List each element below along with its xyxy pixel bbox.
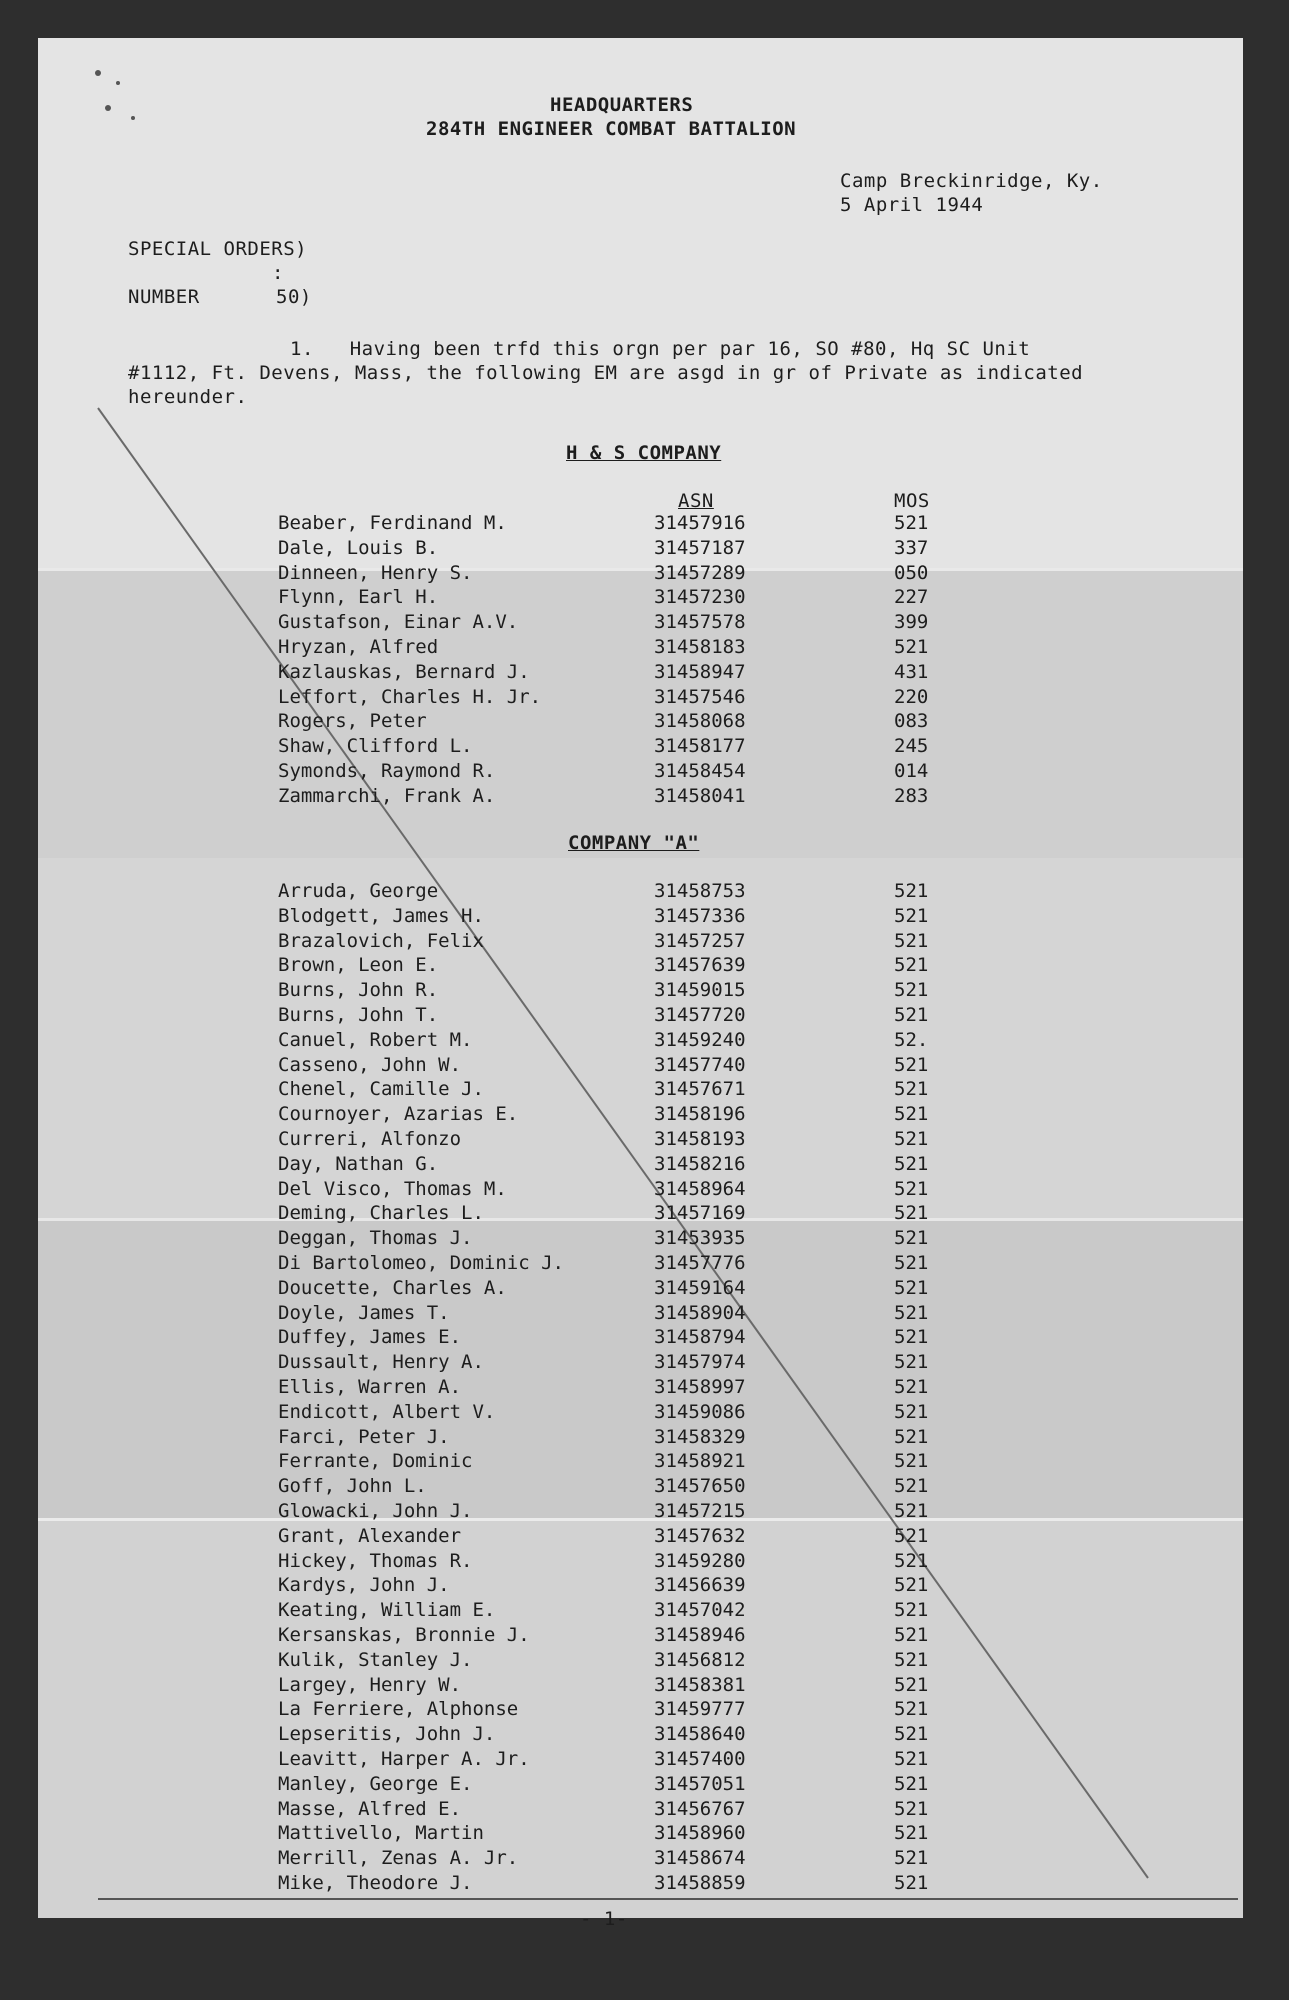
soldier-mos: 521 [894, 512, 929, 534]
soldier-mos: 521 [894, 1276, 929, 1299]
soldier-asn: 31458041 [654, 784, 746, 807]
soldier-mos: 521 [894, 636, 929, 658]
soldier-asn: 31457776 [654, 1252, 746, 1274]
roster-row [38, 1624, 1243, 1649]
soldier-asn: 31457336 [654, 904, 746, 927]
soldier-asn: 31457578 [654, 611, 746, 634]
roster-row [38, 562, 1243, 587]
soldier-asn: 31457042 [654, 1599, 746, 1622]
soldier-name: Brown, Leon E. [278, 954, 439, 977]
soldier-asn: 31459280 [654, 1549, 746, 1572]
roster-row [38, 1872, 1243, 1897]
roster-row [38, 1822, 1243, 1847]
soldier-mos: 245 [894, 735, 929, 758]
soldier-asn: 31457671 [654, 1078, 746, 1101]
soldier-mos: 521 [894, 1425, 929, 1448]
soldier-asn: 31458193 [654, 1128, 746, 1150]
soldier-mos: 521 [894, 1078, 929, 1101]
soldier-asn: 31453935 [654, 1227, 746, 1250]
roster-row [38, 586, 1243, 611]
soldier-asn: 31456812 [654, 1648, 746, 1671]
soldier-asn: 31457215 [654, 1500, 746, 1522]
paragraph-line-3: hereunder. [128, 386, 248, 408]
soldier-name: Merrill, Zenas A. Jr. [278, 1847, 519, 1870]
soldier-asn: 31458068 [654, 710, 746, 733]
roster-row [38, 1723, 1243, 1748]
soldier-name: La Ferriere, Alphonse [278, 1698, 519, 1721]
soldier-asn: 31458753 [654, 880, 746, 902]
roster-row [38, 1326, 1243, 1351]
soldier-asn: 31458329 [654, 1425, 746, 1448]
soldier-name: Doyle, James T. [278, 1301, 450, 1324]
headquarters-title: HEADQUARTERS [550, 94, 694, 116]
roster-row [38, 979, 1243, 1004]
roster-row [38, 1550, 1243, 1575]
soldier-name: Kardys, John J. [278, 1574, 450, 1597]
soldier-mos: 227 [894, 586, 929, 609]
soldier-mos: 521 [894, 1177, 929, 1200]
roster-row [38, 1054, 1243, 1079]
roster-row [38, 1202, 1243, 1227]
soldier-name: Flynn, Earl H. [278, 586, 439, 609]
soldier-mos: 521 [894, 880, 929, 902]
roster-row [38, 1401, 1243, 1426]
special-orders-label: SPECIAL ORDERS) [128, 238, 308, 260]
soldier-name: Rogers, Peter [278, 710, 427, 733]
ink-smudge [78, 58, 158, 128]
roster-row [38, 1698, 1243, 1723]
roster-row [38, 512, 1243, 537]
soldier-mos: 521 [894, 1227, 929, 1250]
soldier-name: Hryzan, Alfred [278, 636, 439, 658]
soldier-name: Mattivello, Martin [278, 1822, 484, 1845]
soldier-mos: 521 [894, 1326, 929, 1349]
soldier-asn: 31458904 [654, 1301, 746, 1324]
soldier-mos: 521 [894, 1673, 929, 1696]
roster-row [38, 1004, 1243, 1029]
hs-company-title: H & S COMPANY [566, 442, 722, 464]
soldier-name: Lepseritis, John J. [278, 1723, 496, 1746]
soldier-asn: 31457230 [654, 586, 746, 609]
soldier-name: Canuel, Robert M. [278, 1028, 473, 1051]
roster-row [38, 760, 1243, 785]
soldier-asn: 31456639 [654, 1574, 746, 1597]
soldier-asn: 31458454 [654, 760, 746, 782]
battalion-title: 284TH ENGINEER COMBAT BATTALION [426, 118, 797, 140]
soldier-name: Brazalovich, Felix [278, 929, 484, 952]
roster-row [38, 1748, 1243, 1773]
soldier-mos: 521 [894, 1822, 929, 1845]
soldier-asn: 31457187 [654, 536, 746, 559]
soldier-mos: 521 [894, 1351, 929, 1374]
soldier-asn: 31457916 [654, 512, 746, 534]
roster-row [38, 1525, 1243, 1550]
soldier-asn: 31458794 [654, 1326, 746, 1349]
soldier-mos: 521 [894, 1872, 929, 1894]
soldier-mos: 521 [894, 1400, 929, 1423]
soldier-asn: 31457051 [654, 1772, 746, 1795]
asn-column-header: ASN [678, 490, 714, 512]
roster-row [38, 1302, 1243, 1327]
roster-row [38, 1351, 1243, 1376]
soldier-mos: 399 [894, 611, 929, 634]
mos-column-header: MOS [894, 490, 930, 512]
soldier-mos: 521 [894, 929, 929, 952]
soldier-mos: 521 [894, 1648, 929, 1671]
soldier-name: Doucette, Charles A. [278, 1276, 507, 1299]
soldier-asn: 31458216 [654, 1152, 746, 1175]
soldier-mos: 521 [894, 1698, 929, 1721]
soldier-name: Shaw, Clifford L. [278, 735, 473, 758]
roster-row [38, 1426, 1243, 1451]
soldier-asn: 31458946 [654, 1624, 746, 1646]
soldier-name: Burns, John T. [278, 1004, 439, 1026]
roster-row [38, 1450, 1243, 1475]
roster-row [38, 636, 1243, 661]
number-value: 50) [276, 286, 312, 308]
soldier-name: Gustafson, Einar A.V. [278, 611, 519, 634]
soldier-name: Day, Nathan G. [278, 1152, 439, 1175]
soldier-name: Duffey, James E. [278, 1326, 462, 1349]
soldier-name: Del Visco, Thomas M. [278, 1177, 507, 1200]
soldier-name: Arruda, George [278, 880, 439, 902]
soldier-asn: 31458177 [654, 735, 746, 758]
soldier-asn: 31457974 [654, 1351, 746, 1374]
soldier-asn: 31458640 [654, 1723, 746, 1746]
soldier-mos: 521 [894, 1599, 929, 1622]
soldier-asn: 31459086 [654, 1400, 746, 1423]
soldier-mos: 521 [894, 1500, 929, 1522]
soldier-asn: 31458921 [654, 1450, 746, 1473]
soldier-mos: 083 [894, 710, 929, 733]
soldier-asn: 31458196 [654, 1103, 746, 1126]
roster-row [38, 537, 1243, 562]
roster-row [38, 1227, 1243, 1252]
roster-row [38, 1500, 1243, 1525]
soldier-asn: 31457169 [654, 1202, 746, 1225]
soldier-mos: 521 [894, 1450, 929, 1473]
soldier-name: Glowacki, John J. [278, 1500, 473, 1522]
roster-row [38, 686, 1243, 711]
soldier-mos: 521 [894, 1524, 929, 1547]
soldier-mos: 431 [894, 660, 929, 683]
soldier-asn: 31457740 [654, 1053, 746, 1076]
soldier-asn: 31459777 [654, 1698, 746, 1721]
roster-row [38, 1798, 1243, 1823]
soldier-name: Endicott, Albert V. [278, 1400, 496, 1423]
soldier-mos: 521 [894, 1252, 929, 1274]
roster-row [38, 1252, 1243, 1277]
soldier-asn: 31458964 [654, 1177, 746, 1200]
roster-row [38, 1078, 1243, 1103]
soldier-name: Blodgett, James H. [278, 904, 484, 927]
soldier-asn: 31457650 [654, 1475, 746, 1498]
soldier-mos: 521 [894, 1128, 929, 1150]
roster-row [38, 1649, 1243, 1674]
soldier-asn: 31457639 [654, 954, 746, 977]
roster-row [38, 710, 1243, 735]
paragraph-line-2: #1112, Ft. Devens, Mass, the following EM are asgd in gr of Private as indicated [128, 362, 1084, 384]
soldier-asn: 31458674 [654, 1847, 746, 1870]
soldier-mos: 521 [894, 904, 929, 927]
soldier-name: Di Bartolomeo, Dominic J. [278, 1252, 564, 1274]
soldier-name: Symonds, Raymond R. [278, 760, 496, 782]
special-orders-colon: : [272, 262, 284, 284]
soldier-mos: 521 [894, 1376, 929, 1398]
roster-row [38, 880, 1243, 905]
document-page [38, 38, 1243, 1930]
soldier-asn: 31457400 [654, 1748, 746, 1770]
soldier-name: Deming, Charles L. [278, 1202, 484, 1225]
soldier-mos: 521 [894, 1301, 929, 1324]
soldier-asn: 31457632 [654, 1524, 746, 1547]
roster-row [38, 611, 1243, 636]
roster-row [38, 1674, 1243, 1699]
soldier-name: Mike, Theodore J. [278, 1872, 473, 1894]
soldier-name: Deggan, Thomas J. [278, 1227, 473, 1250]
roster-row [38, 1103, 1243, 1128]
soldier-mos: 521 [894, 954, 929, 977]
soldier-mos: 521 [894, 1202, 929, 1225]
soldier-name: Masse, Alfred E. [278, 1797, 462, 1820]
soldier-asn: 31457257 [654, 929, 746, 952]
soldier-name: Dale, Louis B. [278, 536, 439, 559]
soldier-mos: 52. [894, 1028, 929, 1051]
soldier-asn: 31457289 [654, 561, 746, 584]
soldier-asn: 31458183 [654, 636, 746, 658]
soldier-asn: 31459015 [654, 979, 746, 1002]
soldier-name: Curreri, Alfonzo [278, 1128, 462, 1150]
soldier-mos: 521 [894, 1847, 929, 1870]
soldier-asn: 31458997 [654, 1376, 746, 1398]
soldier-name: Keating, William E. [278, 1599, 496, 1622]
soldier-name: Ellis, Warren A. [278, 1376, 462, 1398]
soldier-name: Goff, John L. [278, 1475, 427, 1498]
soldier-name: Leffort, Charles H. Jr. [278, 685, 542, 708]
roster-row [38, 930, 1243, 955]
soldier-asn: 31458947 [654, 660, 746, 683]
soldier-asn: 31459164 [654, 1276, 746, 1299]
soldier-name: Largey, Henry W. [278, 1673, 462, 1696]
location: Camp Breckinridge, Ky. [840, 170, 1103, 192]
roster-row [38, 905, 1243, 930]
roster-row [38, 1475, 1243, 1500]
soldier-mos: 283 [894, 784, 929, 807]
soldier-name: Kersanskas, Bronnie J. [278, 1624, 530, 1646]
soldier-mos: 521 [894, 1574, 929, 1597]
soldier-name: Casseno, John W. [278, 1053, 462, 1076]
soldier-mos: 521 [894, 1152, 929, 1175]
roster-row [38, 1599, 1243, 1624]
order-date: 5 April 1944 [840, 194, 984, 216]
soldier-name: Chenel, Camille J. [278, 1078, 484, 1101]
bottom-rule [98, 1898, 1238, 1900]
soldier-name: Dinneen, Henry S. [278, 561, 473, 584]
soldier-mos: 521 [894, 1723, 929, 1746]
roster-row [38, 661, 1243, 686]
soldier-mos: 521 [894, 1004, 929, 1026]
soldier-name: Beaber, Ferdinand M. [278, 512, 507, 534]
soldier-mos: 521 [894, 1772, 929, 1795]
soldier-name: Ferrante, Dominic [278, 1450, 473, 1473]
soldier-mos: 521 [894, 1549, 929, 1572]
number-label: NUMBER [128, 286, 200, 308]
roster-row [38, 1178, 1243, 1203]
page-number: - 1- [580, 1908, 628, 1930]
soldier-mos: 521 [894, 1475, 929, 1498]
roster-row [38, 785, 1243, 810]
soldier-mos: 521 [894, 1053, 929, 1076]
soldier-mos: 014 [894, 760, 929, 782]
company-a-title: COMPANY "A" [568, 832, 700, 854]
roster-row [38, 1574, 1243, 1599]
soldier-asn: 31458960 [654, 1822, 746, 1845]
soldier-name: Grant, Alexander [278, 1524, 462, 1547]
soldier-name: Kazlauskas, Bernard J. [278, 660, 530, 683]
roster-row [38, 1376, 1243, 1401]
roster-row [38, 1029, 1243, 1054]
soldier-asn: 31456767 [654, 1797, 746, 1820]
soldier-asn: 31459240 [654, 1028, 746, 1051]
soldier-mos: 521 [894, 1748, 929, 1770]
soldier-name: Zammarchi, Frank A. [278, 784, 496, 807]
soldier-asn: 31457546 [654, 685, 746, 708]
roster-row [38, 954, 1243, 979]
soldier-mos: 521 [894, 1103, 929, 1126]
soldier-mos: 050 [894, 561, 929, 584]
roster-row [38, 1153, 1243, 1178]
soldier-name: Burns, John R. [278, 979, 439, 1002]
paragraph-line-1: 1. Having been trfd this orgn per par 16, SO #80, Hq SC Unit [290, 338, 1031, 360]
soldier-name: Hickey, Thomas R. [278, 1549, 473, 1572]
roster-row [38, 1128, 1243, 1153]
soldier-name: Dussault, Henry A. [278, 1351, 484, 1374]
soldier-asn: 31458381 [654, 1673, 746, 1696]
soldier-mos: 521 [894, 1624, 929, 1646]
roster-row [38, 1277, 1243, 1302]
soldier-mos: 220 [894, 685, 929, 708]
roster-row [38, 1847, 1243, 1872]
soldier-name: Kulik, Stanley J. [278, 1648, 473, 1671]
soldier-name: Leavitt, Harper A. Jr. [278, 1748, 530, 1770]
soldier-name: Cournoyer, Azarias E. [278, 1103, 519, 1126]
soldier-name: Farci, Peter J. [278, 1425, 450, 1448]
roster-row [38, 1773, 1243, 1798]
soldier-mos: 521 [894, 1797, 929, 1820]
soldier-asn: 31457720 [654, 1004, 746, 1026]
soldier-name: Manley, George E. [278, 1772, 473, 1795]
roster-row [38, 735, 1243, 760]
soldier-mos: 337 [894, 536, 929, 559]
soldier-asn: 31458859 [654, 1872, 746, 1894]
soldier-mos: 521 [894, 979, 929, 1002]
